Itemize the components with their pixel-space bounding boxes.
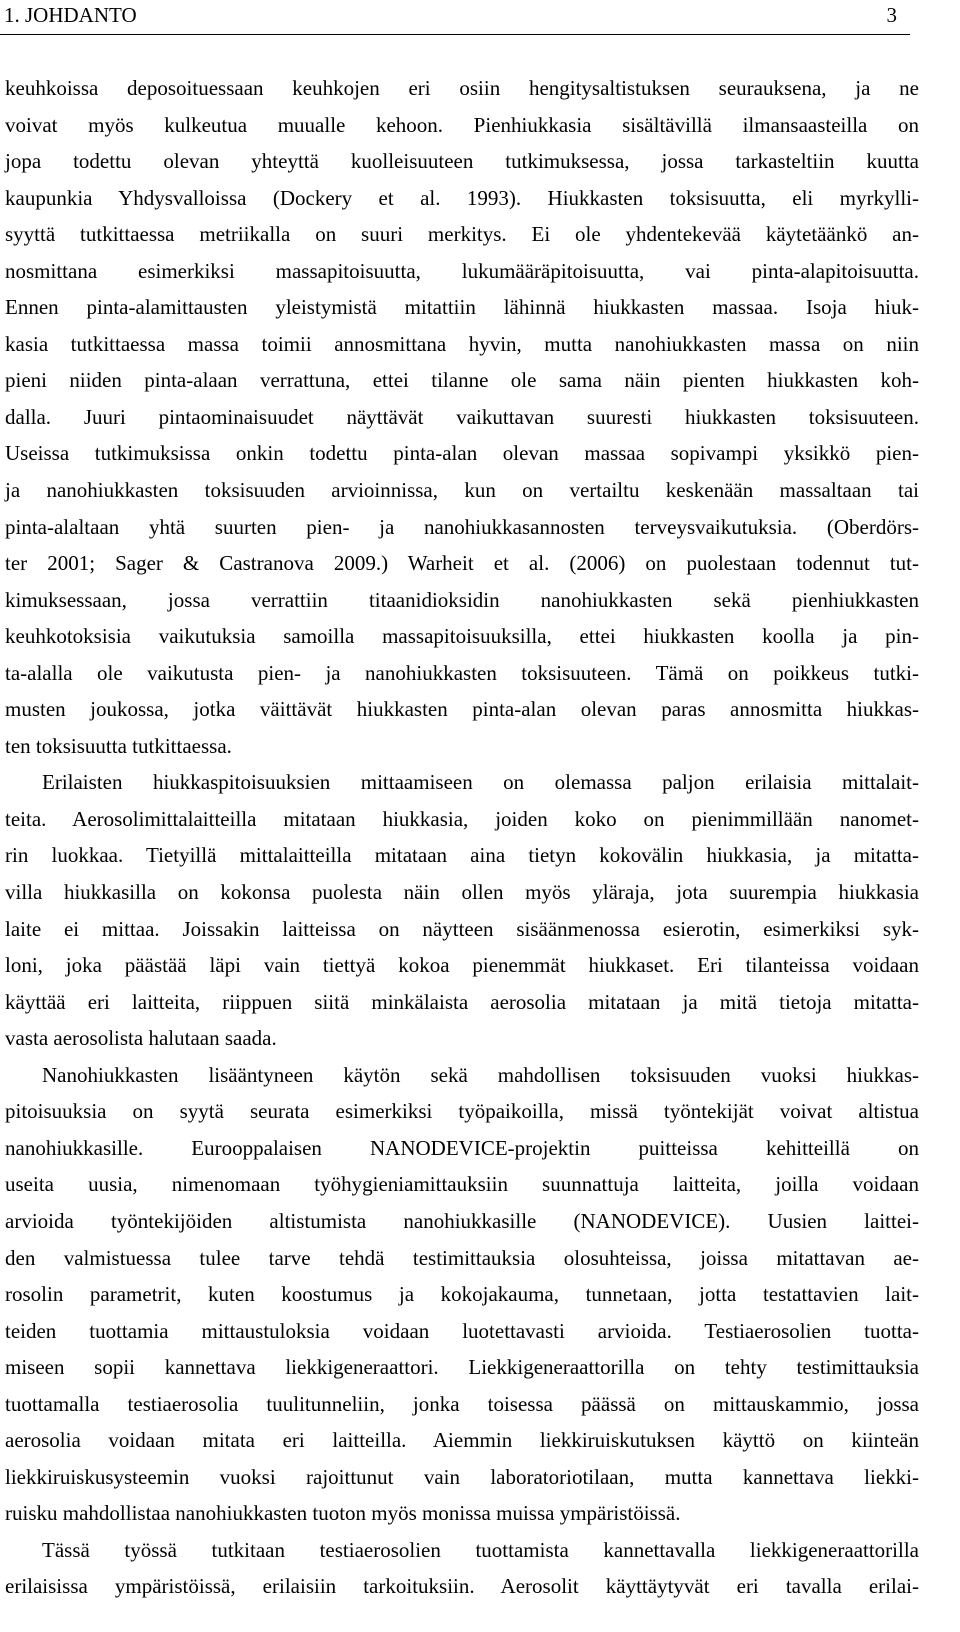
text-line: liekkiruiskusysteemin vuoksi rajoittunut vain laboratoriotilaan, mutta kannettava liekki-	[5, 1464, 919, 1489]
text-line: tuottamalla testiaerosolia tuulitunneliin, jonka toisessa päässä on mittauskammio, jossa	[5, 1391, 919, 1416]
text-line: dalla. Juuri pintaominaisuudet näyttävät vaikuttavan suuresti hiukkasten toksisuuteen.	[5, 404, 919, 429]
text-line: erilaisissa ympäristöissä, erilaisiin tarkoituksiin. Aerosolit käyttäytyvät eri tavalla erilai-	[5, 1574, 919, 1599]
page-number: 3	[886, 3, 897, 27]
text-line: arvioida työntekijöiden altistumista nanohiukkasille (NANODEVICE). Uusien laittei-	[5, 1208, 919, 1233]
body-text	[5, 70, 919, 1605]
text-line: kimuksessaan, jossa verrattiin titaanidioksidin nanohiukkasten sekä pienhiukkasten	[5, 587, 919, 612]
text-line: aerosolia voidaan mitata eri laitteilla. Aiemmin liekkiruiskutuksen käyttö on kiinteän	[5, 1428, 919, 1453]
text-line: vasta aerosolista halutaan saada.	[5, 1026, 277, 1051]
text-line: kasia tutkittaessa massa toimii annosmittana hyvin, mutta nanohiukkasten massa on niin	[5, 331, 919, 356]
text-line: loni, joka päästää läpi vain tiettyä kokoa pienemmät hiukkaset. Eri tilanteissa voidaan	[5, 953, 919, 978]
text-line: teiden tuottamia mittaustuloksia voidaan luotettavasti arvioida. Testiaerosolien tuotta-	[5, 1318, 919, 1343]
text-line: Nanohiukkasten lisääntyneen käytön sekä mahdollisen toksisuuden vuoksi hiukkas-	[42, 1062, 919, 1087]
text-line: miseen sopii kannettava liekkigeneraattori. Liekkigeneraattorilla on tehty testimittauksia	[5, 1355, 919, 1380]
text-line: nanohiukkasille. Eurooppalaisen NANODEVICE-projektin puitteissa kehitteillä on	[5, 1135, 919, 1160]
text-line: Useissa tutkimuksissa onkin todettu pinta-alan olevan massaa sopivampi yksikkö pien-	[5, 441, 919, 466]
chapter-title: 1. JOHDANTO	[4, 3, 137, 27]
text-line: ten toksisuutta tutkittaessa.	[5, 733, 232, 758]
text-line: pinta-alaltaan yhtä suurten pien- ja nanohiukkasannosten terveysvaikutuksia. (Oberdörs-	[5, 514, 919, 539]
text-line: Erilaisten hiukkaspitoisuuksien mittaamiseen on olemassa paljon erilaisia mittalait-	[42, 770, 919, 795]
text-line: ruisku mahdollistaa nanohiukkasten tuoton myös monissa muissa ympäristöissä.	[5, 1501, 681, 1526]
text-line: käyttää eri laitteita, riippuen siitä minkälaista aerosolia mitataan ja mitä tietoja mitatta-	[5, 989, 919, 1014]
text-line: Tässä työssä tutkitaan testiaerosolien tuottamista kannettavalla liekkigeneraattorilla	[42, 1537, 919, 1562]
text-line: jopa todettu olevan yhteyttä kuolleisuuteen tutkimuksessa, jossa tarkasteltiin kuutta	[5, 149, 919, 174]
text-line: musten joukossa, jotka väittävät hiukkasten pinta-alan olevan paras annosmitta hiukkas-	[5, 697, 919, 722]
text-line: pieni niiden pinta-alaan verrattuna, ettei tilanne ole sama näin pienten hiukkasten koh-	[5, 368, 919, 393]
page-header	[0, 0, 910, 35]
text-line: den valmistuessa tulee tarve tehdä testimittauksia olosuhteissa, joissa mitattavan ae-	[5, 1245, 919, 1270]
text-line: nosmittana esimerkiksi massapitoisuutta, lukumääräpitoisuutta, vai pinta-alapitoisuutta.	[5, 258, 919, 283]
text-line: rin luokkaa. Tietyillä mittalaitteilla mitataan aina tietyn kokovälin hiukkasia, ja mitatta-	[5, 843, 919, 868]
text-line: pitoisuuksia on syytä seurata esimerkiksi työpaikoilla, missä työntekijät voivat altistua	[5, 1099, 919, 1124]
text-line: ja nanohiukkasten toksisuuden arvioinnissa, kun on vertailtu keskenään massaltaan tai	[5, 478, 919, 503]
text-line: useita uusia, nimenomaan työhygieniamittauksiin suunnattuja laitteita, joilla voidaan	[5, 1172, 919, 1197]
text-line: voivat myös kulkeutua muualle kehoon. Pienhiukkasia sisältävillä ilmansaasteilla on	[5, 112, 919, 137]
text-line: syyttä tutkittaessa metriikalla on suuri merkitys. Ei ole yhdentekevää käytetäänkö an-	[5, 222, 919, 247]
text-line: laite ei mittaa. Joissakin laitteissa on näytteen sisäänmenossa esierotin, esimerkiksi syk-	[5, 916, 919, 941]
text-line: ter 2001; Sager & Castranova 2009.) Warheit et al. (2006) on puolestaan todennut tut-	[5, 551, 919, 576]
text-line: villa hiukkasilla on kokonsa puolesta näin ollen myös yläraja, jota suurempia hiukkasia	[5, 880, 919, 905]
text-line: keuhkoissa deposoituessaan keuhkojen eri osiin hengitysaltistuksen seurauksena, ja ne	[5, 76, 919, 100]
text-line: kaupunkia Yhdysvalloissa (Dockery et al. 1993). Hiukkasten toksisuutta, eli myrkylli-	[5, 185, 919, 210]
text-line: keuhkotoksisia vaikutuksia samoilla massapitoisuuksilla, ettei hiukkasten koolla ja pin-	[5, 624, 919, 649]
text-line: ta-alalla ole vaikutusta pien- ja nanohiukkasten toksisuuteen. Tämä on poikkeus tutki-	[5, 660, 919, 685]
text-line: rosolin parametrit, kuten koostumus ja kokojakauma, tunnetaan, jotta testattavien lait-	[5, 1282, 919, 1307]
text-line: Ennen pinta-alamittausten yleistymistä mitattiin lähinnä hiukkasten massaa. Isoja hiuk-	[5, 295, 919, 320]
text-line: teita. Aerosolimittalaitteilla mitataan hiukkasia, joiden koko on pienimmillään nanomet-	[5, 806, 919, 831]
